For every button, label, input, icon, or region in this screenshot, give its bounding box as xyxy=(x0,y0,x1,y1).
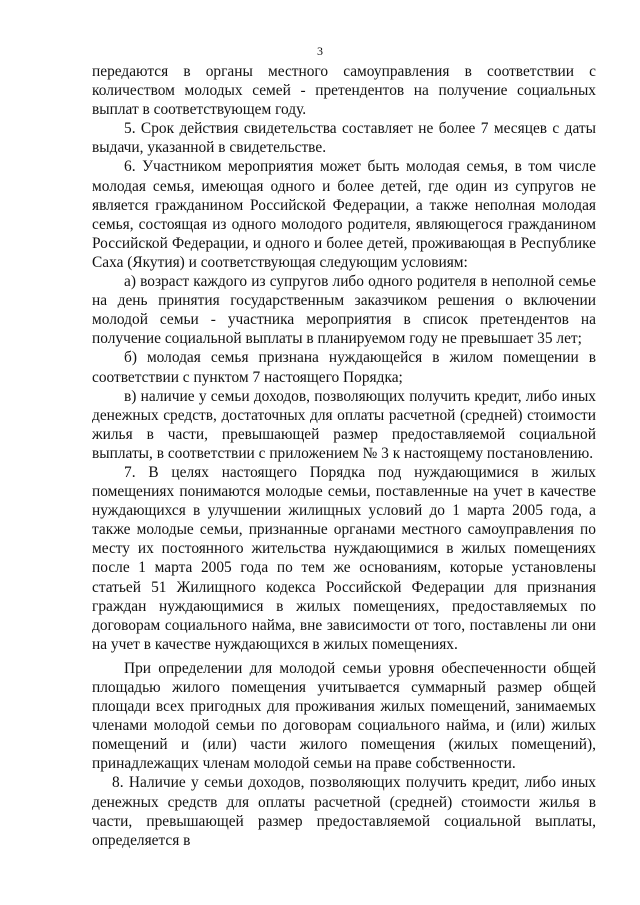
paragraph-continuation: передаются в органы местного самоуправления в соответствии с количеством молодых семей - претендентов на получение социальных выплат в соответствующем году. xyxy=(92,63,596,119)
paragraph-item-5: 5. Срок действия свидетельства составляет не более 7 месяцев с даты выдачи, указанной в свидетельстве. xyxy=(92,120,596,157)
document-body xyxy=(92,62,596,850)
page-number: 3 xyxy=(317,44,323,58)
paragraph-item-6a: а) возраст каждого из супругов либо одного родителя в неполной семье на день принятия государственным заказчиком решения о включении молодой семьи - участника мероприятия в список претендентов на получение социальной выплаты в планируемом году не превышает 35 лет; xyxy=(92,273,596,348)
paragraph-item-6v: в) наличие у семьи доходов, позволяющих получить кредит, либо иных денежных средств, достаточных для оплаты расчетной (средней) стоимости жилья в части, превышающей размер предоставляемой социальной выплаты, в соответствии с приложением № 3 к настоящему постановлению. xyxy=(92,387,596,462)
paragraph-item-6: 6. Участником мероприятия может быть молодая семья, в том числе молодая семья, имеющая одного и более детей, где один из супругов не является гражданином Российской Федерации, а также неполная молодая семья, состоящая из одного молодого родителя, являющегося гражданином Российской Федерации, и одного и более детей, проживающая в Республике Саха (Якутия) и соответствующая следующим условиям: xyxy=(92,158,596,271)
paragraph-item-7: 7. В целях настоящего Порядка под нуждающимися в жилых помещениях понимаются молодые семьи, поставленные на учет в качестве нуждающихся в улучшении жилищных условий до 1 марта 2005 года, а также молодые семьи, признанные органами местного самоуправления по месту их постоянного жительства нуждающимися в жилых помещениях после 1 марта 2005 года по тем же основаниям, которые установлены статьей 51 Жилищного кодекса Российской Федерации для признания граждан нуждающимися в жилых помещениях, предоставляемых по договорам социального найма, вне зависимости от того, поставлены ли они на учет в качестве нуждающихся в жилых помещениях. xyxy=(92,463,596,653)
paragraph-item-8: 8. Наличие у семьи доходов, позволяющих получить кредит, либо иных денежных средств для оплаты расчетной (средней) стоимости жилья в части, превышающей размер предоставляемой социальной выплаты, определяется в xyxy=(92,774,596,849)
paragraph-item-6b: б) молодая семья признана нуждающейся в жилом помещении в соответствии с пунктом 7 настоящего Порядка; xyxy=(92,349,596,386)
paragraph-item-7-note: При определении для молодой семьи уровня обеспеченности общей площадью жилого помещения учитывается суммарный размер общей площади всех пригодных для проживания жилых помещений, занимаемых членами молодой семьи по договорам социального найма, и (или) жилых помещений и (или) части жилого помещения (жилых помещений), принадлежащих членам молодой семьи на праве собственности. xyxy=(92,659,596,773)
